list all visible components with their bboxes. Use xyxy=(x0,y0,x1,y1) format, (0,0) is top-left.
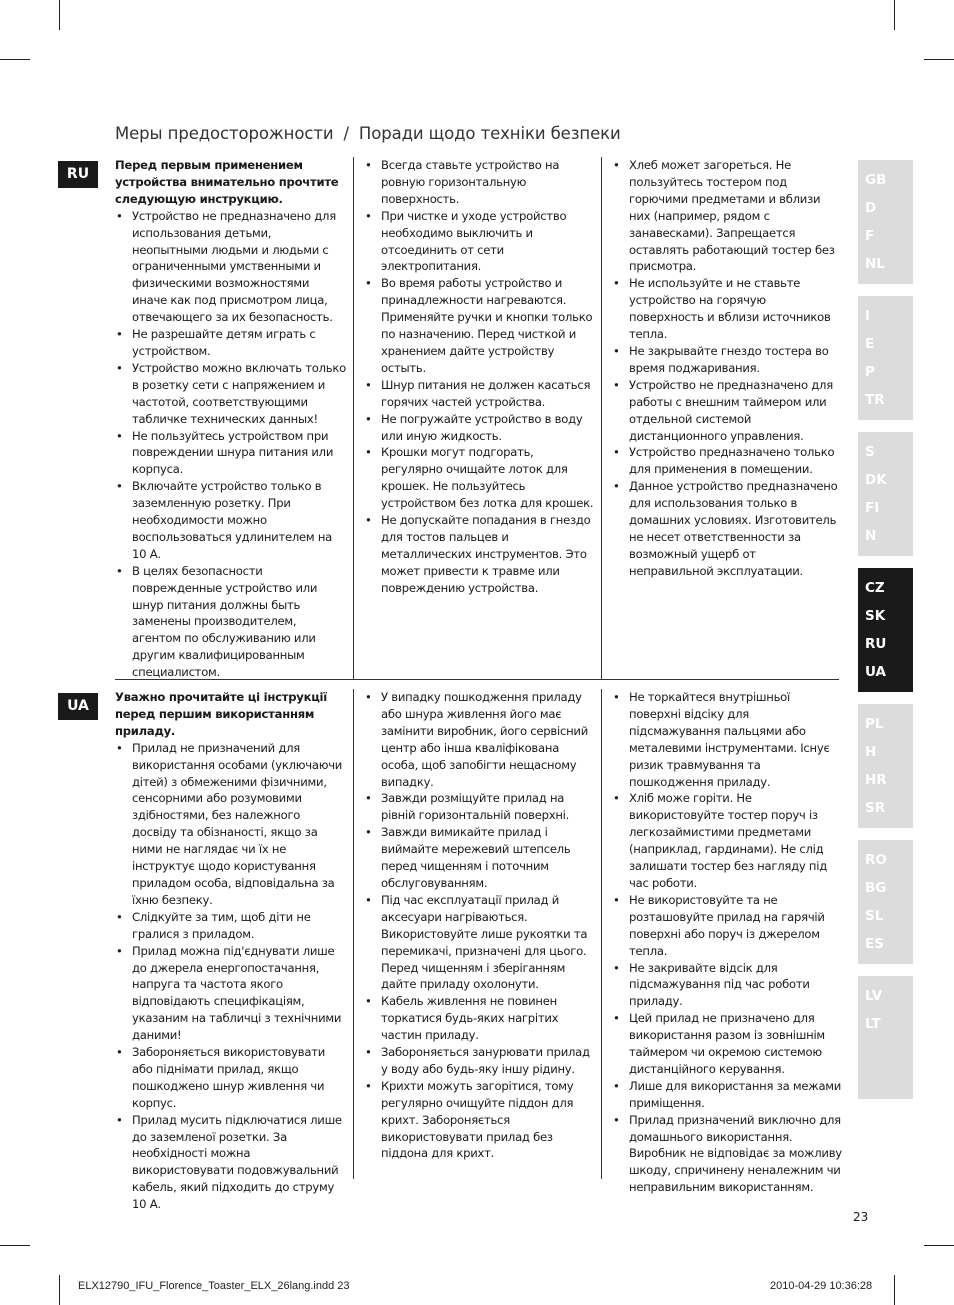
ru-col3-list xyxy=(612,157,842,580)
list-item: • Данное устройство предназначено для использования только в домашних условиях. Изготовитель не несет ответственности за возможный ущерб от неправильной эксплуатации. xyxy=(612,478,842,579)
lang-tab-group-6[interactable] xyxy=(858,840,913,964)
column-divider xyxy=(601,689,602,1179)
crop-mark xyxy=(59,0,60,30)
ru-column-3 xyxy=(612,157,842,580)
title-ua: Поради щодо техніки безпеки xyxy=(358,124,621,143)
lang-code: H xyxy=(865,744,877,760)
list-item: • Не торкайтеся внутрішньої поверхні відсіку для підсмажування пальцями або металевими інструментами. Існує ризик травмування та пошкодження приладу. xyxy=(612,689,842,790)
crop-mark xyxy=(0,59,30,60)
footer-filename: ELX12790_IFU_Florence_Toaster_ELX_26lang.indd 23 xyxy=(78,1280,350,1292)
lang-code: N xyxy=(865,528,877,544)
list-item: • Устройство не предназначено для использования детьми, неопытными людьми и людьми с ограниченными умственными и физическими возможностями иначе как под присмотром лица, отвечающего за их безопасность. xyxy=(115,208,347,326)
list-item: • Забороняється використовувати або піднімати прилад, якщо пошкоджено шнур живлення чи корпус. xyxy=(115,1044,347,1112)
crop-mark xyxy=(894,1275,895,1305)
list-item: • Всегда ставьте устройство на ровную горизонтальную поверхность. xyxy=(364,157,596,208)
ru-column-1 xyxy=(115,157,347,681)
list-item: • Завжди розміщуйте прилад на рівній горизонтальній поверхні. xyxy=(364,790,596,824)
list-item: • Забороняється занурювати прилад у воду або будь-яку іншу рідину. xyxy=(364,1044,596,1078)
lang-code: SK xyxy=(865,608,886,624)
section-tag-ru: RU xyxy=(58,161,98,188)
list-item: • Прилад призначений виключно для домашнього використання. Виробник не відповідає за можливу шкоду, спричинену неналежним чи неправильним використанням. xyxy=(612,1112,842,1197)
list-item: • Прилад можна під'єднувати лише до джерела енергопостачання, напруга та частота якого відповідають специфікаціям, указаним на табличці з технічними даними! xyxy=(115,943,347,1044)
list-item: • Не пользуйтесь устройством при повреждении шнура питания или корпуса. xyxy=(115,428,347,479)
list-item: • Устройство не предназначено для работы с внешним таймером или отдельной системой дистанционного управления. xyxy=(612,377,842,445)
list-item: • Не используйте и не ставьте устройство на горячую поверхность и вблизи источников тепла. xyxy=(612,275,842,343)
list-item: • Кабель живлення не повинен торкатися будь-яких нагрітих частин приладу. xyxy=(364,993,596,1044)
lang-tab-group-3[interactable] xyxy=(858,432,913,556)
list-item: • Прилад не призначений для використання особами (уключаючи дітей) з обмеженими фізичними, сенсорними або розумовими здібностями, без належного досвіду та обізнаності, якщо за ними не наглядає чи їх не інструктує щодо користування приладом особа, відповідальна за їхню безпеку. xyxy=(115,740,347,909)
crop-mark xyxy=(924,59,954,60)
list-item: • Крошки могут подгорать, регулярно очищайте лоток для крошек. Не пользуйтесь устройством без лотка для крошек. xyxy=(364,444,596,512)
lang-code: CZ xyxy=(865,580,885,596)
ua-column-3 xyxy=(612,689,842,1196)
column-divider xyxy=(353,689,354,1179)
lang-code: HR xyxy=(865,772,887,788)
column-divider xyxy=(601,157,602,679)
ru-column-2 xyxy=(364,157,596,597)
lang-code: GB xyxy=(865,172,887,188)
crop-mark xyxy=(0,1245,30,1246)
lang-code: RU xyxy=(865,636,887,652)
list-item: • Не закривайте відсік для підсмажування під час роботи приладу. xyxy=(612,960,842,1011)
list-item: • При чистке и уходе устройство необходимо выключить и отсоединить от сети электропитания. xyxy=(364,208,596,276)
lang-tab-group-7[interactable] xyxy=(858,976,913,1099)
column-divider xyxy=(353,157,354,679)
list-item: • Завжди вимикайте прилад і виймайте мережевий штепсель перед чищенням і поточним обслуговуванням. xyxy=(364,824,596,892)
lang-code: S xyxy=(865,444,875,460)
ua-col1-list xyxy=(115,740,347,1213)
lang-code: I xyxy=(865,308,871,324)
lang-code: RO xyxy=(865,852,887,868)
ua-col2-list xyxy=(364,689,596,1162)
list-item: • Крихти можуть загорітися, тому регулярно очищуйте піддон для крихт. Забороняється використовувати прилад без піддона для крихт. xyxy=(364,1078,596,1163)
lang-code: D xyxy=(865,200,877,216)
lang-tab-group-5[interactable] xyxy=(858,704,913,828)
list-item: • В целях безопасности поврежденные устройство или шнур питания должны быть заменены производителем, агентом по обслуживанию или другим квалифицированным специалистом. xyxy=(115,563,347,681)
list-item: • Во время работы устройство и принадлежности нагреваются. Применяйте ручки и кнопки только по назначению. Перед чисткой и хранением дайте устройству остыть. xyxy=(364,275,596,376)
title-separator: / xyxy=(343,124,349,143)
crop-mark xyxy=(924,1245,954,1246)
ru-lead: Перед первым применением устройства внимательно прочтите следующую инструкцию. xyxy=(115,158,339,206)
page-number: 23 xyxy=(853,1210,869,1224)
crop-mark xyxy=(894,0,895,30)
lang-tab-group-2[interactable] xyxy=(858,296,913,420)
lang-code: DK xyxy=(865,472,887,488)
section-divider xyxy=(115,679,839,680)
list-item: • Включайте устройство только в заземленную розетку. При необходимости можно воспользоваться удлинителем на 10 А. xyxy=(115,478,347,563)
list-item: • Під час експлуатації прилад й аксесуари нагріваються. Використовуйте лише рукоятки та перемикачі, призначені для цього. Перед чищенням і зберіганням дайте приладу охолонути. xyxy=(364,892,596,993)
lang-code: UA xyxy=(865,664,886,680)
list-item: • Устройство предназначено только для применения в помещении. xyxy=(612,444,842,478)
list-item: • Не закрывайте гнездо тостера во время поджаривания. xyxy=(612,343,842,377)
list-item: • Не погружайте устройство в воду или иную жидкость. xyxy=(364,411,596,445)
lang-tab-group-1[interactable] xyxy=(858,160,913,284)
lang-code: LT xyxy=(865,1016,881,1032)
footer-timestamp: 2010-04-29 10:36:28 xyxy=(770,1280,873,1292)
list-item: • Шнур питания не должен касаться горячих частей устройства. xyxy=(364,377,596,411)
lang-code: BG xyxy=(865,880,887,896)
lang-code: NL xyxy=(865,256,885,272)
list-item: • Не використовуйте та не розташовуйте прилад на гарячій поверхні або поруч із джерелом тепла. xyxy=(612,892,842,960)
lang-code: E xyxy=(865,336,875,352)
title-ru: Меры предосторожности xyxy=(115,124,334,143)
ua-column-1 xyxy=(115,689,347,1213)
lang-code: F xyxy=(865,228,875,244)
ru-col2-list xyxy=(364,157,596,597)
lang-code: FI xyxy=(865,500,880,516)
list-item: • Хлеб может загореться. Не пользуйтесь тостером под горючими предметами и вблизи них (например, рядом с занавесками). Запрещается оставлять работающий тостер без присмотра. xyxy=(612,157,842,275)
lang-code: LV xyxy=(865,988,883,1004)
list-item: • Устройство можно включать только в розетку сети с напряжением и частотой, соответствующими табличке технических данных! xyxy=(115,360,347,428)
section-tag-ua: UA xyxy=(58,693,98,720)
lang-code: SR xyxy=(865,800,886,816)
lang-code: PL xyxy=(865,716,884,732)
lang-code: P xyxy=(865,364,875,380)
ua-lead: Уважно прочитайте ці інструкції перед першим використанням приладу. xyxy=(115,690,327,738)
crop-mark xyxy=(59,1275,60,1305)
ua-column-2 xyxy=(364,689,596,1162)
lang-code: ES xyxy=(865,936,884,952)
list-item: • Не допускайте попадания в гнездо для тостов пальцев и металлических инструментов. Это может привести к травме или повреждению устройства. xyxy=(364,512,596,597)
list-item: • Хліб може горіти. Не використовуйте тостер поруч із легкозаймистими предметами (наприклад, гардинами). Не слід залишати тостер без нагляду під час роботи. xyxy=(612,790,842,891)
page-title xyxy=(115,124,621,143)
lang-code: TR xyxy=(865,392,885,408)
list-item: • Не разрешайте детям играть с устройством. xyxy=(115,326,347,360)
lang-tab-group-4-active[interactable] xyxy=(858,568,913,692)
ua-col3-list xyxy=(612,689,842,1196)
list-item: • Слідкуйте за тим, щоб діти не гралися з приладом. xyxy=(115,909,347,943)
lang-code: SL xyxy=(865,908,884,924)
list-item: • Прилад мусить підключатися лише до заземленої розетки. За необхідності можна використовувати подовжувальний кабель, який підходить до струму 10 А. xyxy=(115,1112,347,1213)
ru-col1-list xyxy=(115,208,347,681)
list-item: • У випадку пошкодження приладу або шнура живлення його має замінити виробник, його сервісний центр або інша кваліфікована особа, щоб запобігти нещасному випадку. xyxy=(364,689,596,790)
list-item: • Цей прилад не призначено для використання разом із зовнішнім таймером чи окремою системою дистанційного керування. xyxy=(612,1010,842,1078)
list-item: • Лише для використання за межами приміщення. xyxy=(612,1078,842,1112)
